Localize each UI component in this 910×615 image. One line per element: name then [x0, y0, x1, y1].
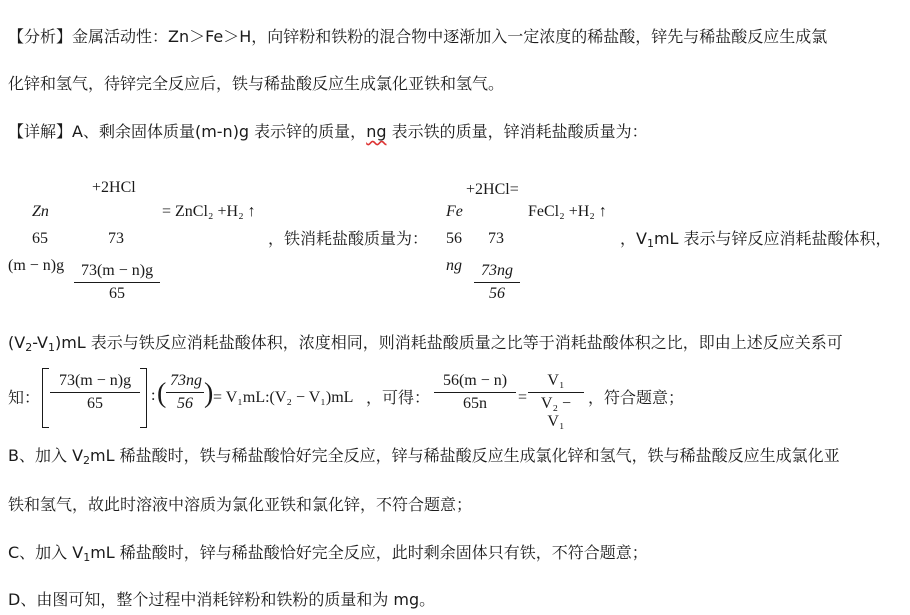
result-prefix: ，可得： [366, 388, 431, 407]
detail-a-text-2: 表示铁的质量，锌消耗盐酸质量为： [386, 122, 648, 141]
fe-frac-den: 56 [489, 285, 505, 302]
l4-b: -V [32, 333, 48, 352]
fe-eq-mass-fe: 56 [446, 230, 462, 247]
ratio-f2-bar [166, 392, 204, 393]
detail-line-v2 [8, 331, 843, 360]
analysis-line-1: 【分析】金属活动性：Zn＞Fe＞H，向锌粉和铁粉的混合物中逐渐加入一定浓度的稀盐酸，锌先与稀盐酸反应生成氯 [8, 27, 828, 46]
result-frac-right [528, 372, 584, 431]
option-d-line: D、由图可知，整个过程中消耗锌粉和铁粉的质量和为 mg。 [8, 590, 436, 609]
fe-intro-text: ，铁消耗盐酸质量为： [268, 229, 429, 248]
l4-a: (V [8, 333, 26, 352]
fe-eq-mass-hcl: 73 [488, 230, 504, 247]
l4-c: )mL 表示与铁反应消耗盐酸体积，浓度相同，则消耗盐酸质量之比等于消耗盐酸体积之比，即由上述反应关系可 [54, 333, 843, 352]
l8-a: C、加入 V [8, 543, 84, 562]
zn-eq-fraction [74, 262, 160, 303]
volume-num: V₁ [547, 372, 565, 389]
ratio-f2-num: 73ng [170, 372, 202, 389]
l8-sub: 1 [83, 551, 91, 564]
fe-eq-fraction [474, 262, 520, 303]
ng-underlined: ng [366, 122, 387, 141]
volume-den: V₂ − V₁ [540, 395, 572, 430]
close-paren: ) [204, 378, 214, 409]
ratio-frac-2 [166, 372, 204, 413]
v1-sub: 1 [646, 237, 654, 250]
v1-intro-text [620, 227, 892, 256]
result-den: 65n [463, 395, 487, 412]
l6-sub: 2 [83, 454, 91, 467]
ratio-f1-den: 65 [87, 395, 103, 412]
ratio-f1-bar [50, 392, 140, 393]
fe-eq-given: ng [446, 257, 462, 274]
fe-eq-product: FeCl₂ +H₂ ↑ [528, 203, 607, 220]
detail-line-a [8, 120, 648, 144]
zn-frac-den: 65 [109, 285, 125, 302]
ratio-frac-1 [50, 372, 140, 413]
l4-sub2: 1 [47, 341, 55, 354]
ratio-f1-num: 73(m − n)g [58, 372, 132, 389]
v1-text-a: ，V [620, 229, 647, 248]
fe-frac-bar [474, 282, 520, 283]
fe-frac-num: 73ng [481, 262, 513, 279]
zn-eq-hcl: +2HCl [92, 179, 136, 196]
result-frac-left [434, 372, 516, 413]
l4-sub1: 2 [25, 341, 33, 354]
zn-eq-reactant: Zn [32, 203, 49, 220]
l6-a: B、加入 V [8, 446, 84, 465]
option-c-line [8, 541, 648, 570]
result-num: 56(m − n) [442, 372, 508, 389]
zn-eq-product: = ZnCl₂ +H₂ ↑ [162, 203, 256, 220]
ratio-f2-den: 56 [177, 395, 193, 412]
zn-eq-mass-zn: 65 [32, 230, 48, 247]
ratio-colon: : [151, 387, 156, 404]
l6-b: mL 稀盐酸时，铁与稀盐酸恰好完全反应，锌与稀盐酸反应生成氯化锌和氢气，铁与稀盐酸反应生成氯化亚 [90, 446, 840, 465]
zn-eq-given: (m − n)g [8, 257, 65, 274]
result-bar [434, 392, 516, 393]
left-bracket [42, 368, 49, 428]
fe-eq-hcl: +2HCl= [466, 181, 519, 198]
l8-b: mL 稀盐酸时，锌与稀盐酸恰好完全反应，此时剩余固体只有铁，不符合题意； [90, 543, 648, 562]
ratio-rhs: = V₁mL:(V₂ − V₁)mL [213, 389, 354, 406]
v1-text-b: mL 表示与锌反应消耗盐酸体积， [653, 229, 892, 248]
ratio-prefix: 知： [8, 388, 41, 407]
zn-frac-num: 73(m − n)g [80, 262, 154, 279]
result-eq: = [518, 389, 528, 406]
option-b-line-1 [8, 444, 840, 473]
fe-eq-reactant: Fe [446, 203, 463, 220]
detail-a-text: 【详解】A、剩余固体质量(m-n)g 表示锌的质量， [8, 122, 367, 141]
zn-frac-bar [74, 282, 160, 283]
zn-eq-mass-hcl: 73 [108, 230, 124, 247]
result-suffix: ，符合题意； [588, 388, 685, 407]
open-paren: ( [157, 378, 167, 409]
volume-bar [528, 392, 584, 393]
analysis-line-2: 化锌和氢气，待锌完全反应后，铁与稀盐酸反应生成氯化亚铁和氢气。 [8, 74, 505, 93]
right-bracket [140, 368, 147, 428]
option-b-line-2: 铁和氢气，故此时溶液中溶质为氯化亚铁和氯化锌，不符合题意； [8, 495, 473, 514]
